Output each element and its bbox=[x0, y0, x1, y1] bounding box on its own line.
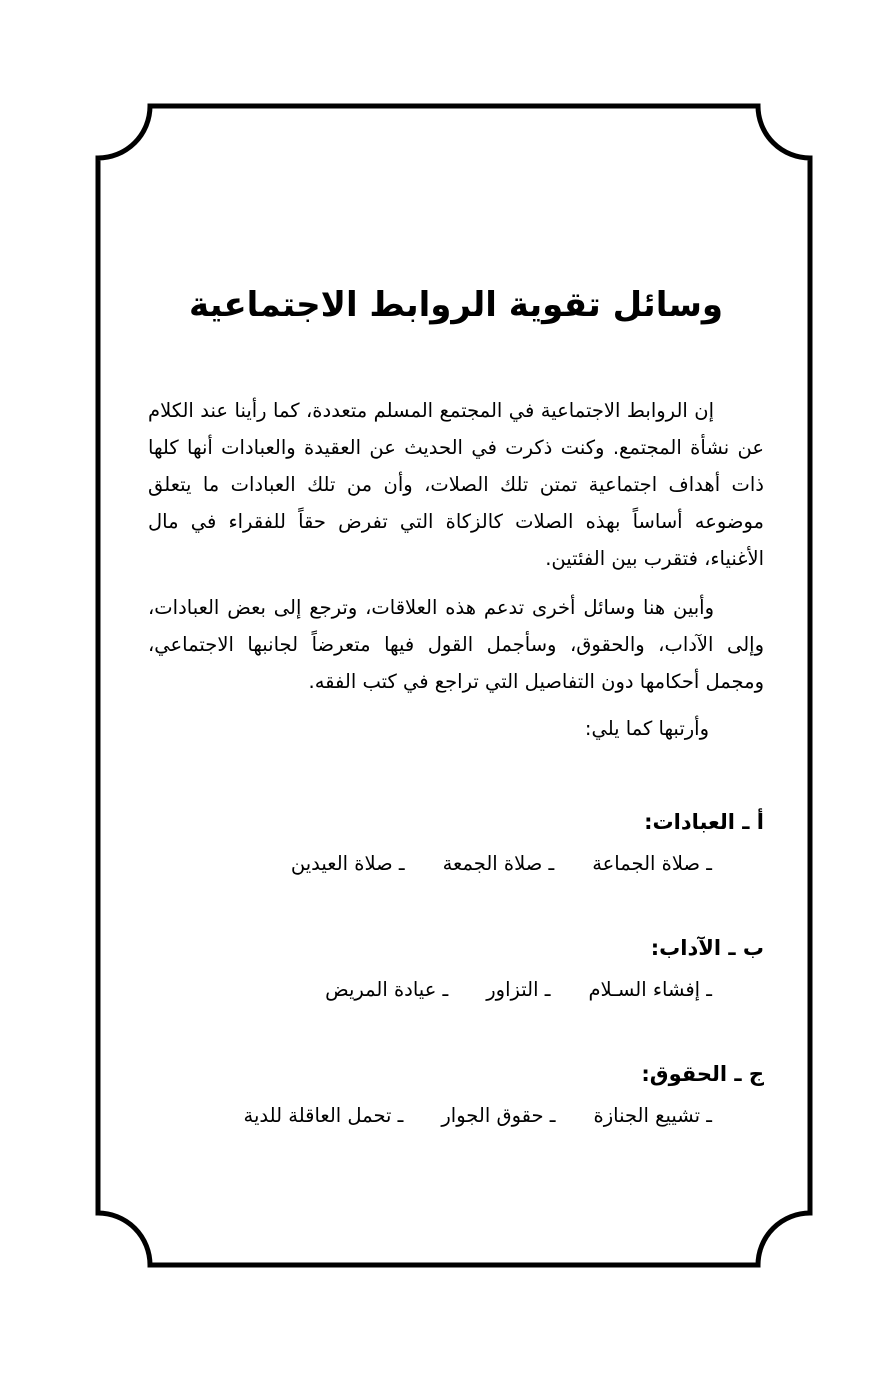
list-item: ـ عيادة المريض bbox=[325, 973, 448, 1007]
list-item: ـ التزاور bbox=[486, 973, 550, 1007]
list-item: ـ إفشاء السـلام bbox=[588, 973, 712, 1007]
list-item: ـ تشييع الجنازة bbox=[594, 1099, 713, 1133]
page-title: وسائل تقوية الروابط الاجتماعية bbox=[188, 285, 724, 325]
section-worship bbox=[148, 805, 764, 881]
section-heading: أ ـ العبادات: bbox=[644, 810, 764, 834]
section-items bbox=[148, 973, 764, 1007]
section-items bbox=[148, 847, 764, 881]
intro-line: وأرتبها كما يلي: bbox=[584, 717, 709, 740]
paragraph-1: إن الروابط الاجتماعية في المجتمع المسلم متعددة، كما رأينا عند الكلام عن نشأة المجتمع. وكنت ذكرت في الحديث عن العقيدة والعبادات أنها كلها ذات أهداف اجتماعية تمتن تلك الصلات، وأن من تلك العبادات ما يتعلق موضوعه أساساً بهذه الصلات كالزكاة التي تفرض حقاً للفقراء في مال الأغنياء، فتقرب بين الفئتين. bbox=[148, 399, 764, 570]
list-item: ـ صلاة العيدين bbox=[291, 847, 405, 881]
paragraph-2: وأبين هنا وسائل أخرى تدعم هذه العلاقات، وترجع إلى بعض العبادات، وإلى الآداب، والحقوق، وسأجمل القول فيها متعرضاً لجانبها الاجتماعي، ومجمل أحكامها دون التفاصيل التي تراجع في كتب الفقه. bbox=[148, 596, 764, 693]
page-content bbox=[148, 280, 764, 1133]
section-items bbox=[148, 1099, 764, 1133]
section-heading: ب ـ الآداب: bbox=[650, 936, 764, 960]
list-item: ـ صلاة الجمعة bbox=[443, 847, 555, 881]
list-item: ـ صلاة الجماعة bbox=[592, 847, 712, 881]
list-item: ـ تحمل العاقلة للدية bbox=[244, 1099, 404, 1133]
section-manners bbox=[148, 931, 764, 1007]
list-item: ـ حقوق الجوار bbox=[441, 1099, 555, 1133]
section-heading: ج ـ الحقوق: bbox=[641, 1062, 764, 1086]
section-rights bbox=[148, 1057, 764, 1133]
